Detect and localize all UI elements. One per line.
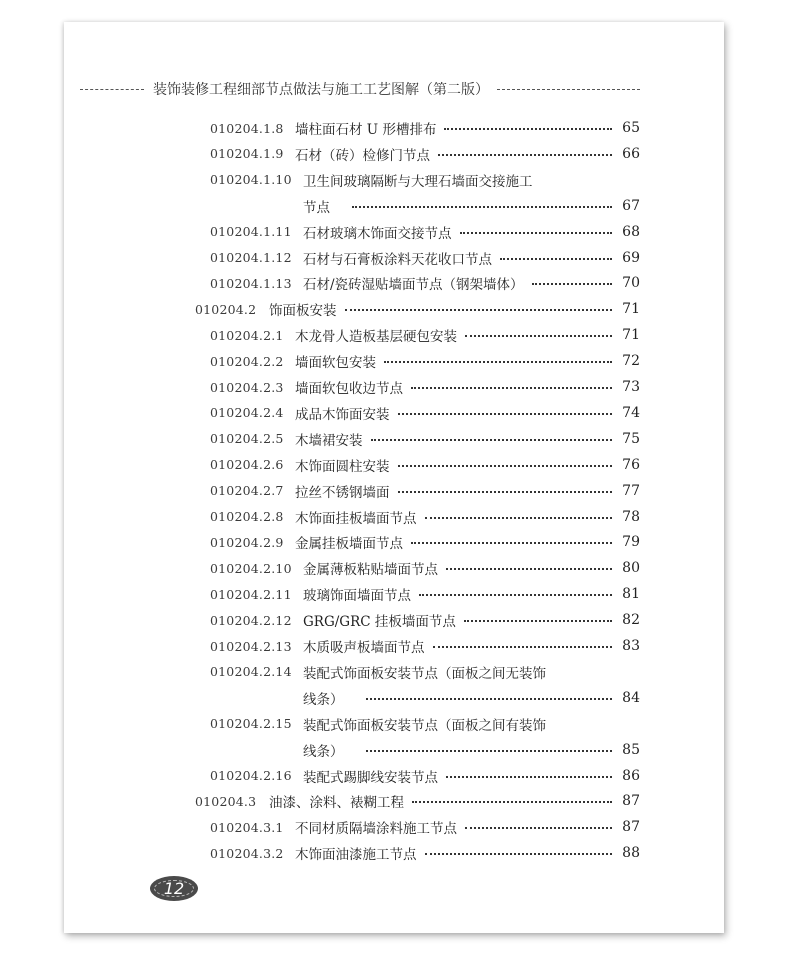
dot-leader (398, 413, 613, 415)
toc-entry[interactable] (210, 711, 640, 737)
toc-entry-page: 69 (622, 249, 640, 266)
toc-entry-title: 油漆、涂料、裱糊工程 (269, 795, 404, 812)
toc-entry-number: 010204.2.2 (210, 353, 284, 369)
toc-entry[interactable] (210, 452, 640, 478)
toc-entry-number: 010204.2.7 (210, 483, 284, 499)
toc-entry-page: 88 (622, 845, 640, 862)
toc-entry-number: 010204.3 (195, 793, 257, 809)
toc-entry-page: 79 (622, 534, 640, 551)
toc-entry-page: 80 (622, 560, 640, 577)
toc-entry-title: 饰面板安装 (269, 303, 337, 320)
toc-entry-page: 86 (622, 767, 640, 784)
dot-leader (444, 128, 612, 130)
header-dash-right (497, 89, 640, 90)
toc-entry[interactable] (210, 840, 640, 866)
dot-leader (411, 387, 612, 389)
toc-entry-page: 87 (622, 819, 640, 836)
toc-entry-title: 石材玻璃木饰面交接节点 (303, 225, 452, 242)
dot-leader (425, 853, 613, 855)
toc-entry-number: 010204.2.16 (210, 768, 292, 783)
toc-entry-number: 010204.2.12 (210, 612, 292, 628)
toc-entry-number: 010204.1.13 (210, 275, 292, 291)
toc-entry-title: 玻璃饰面墙面节点 (303, 588, 411, 605)
dot-leader (425, 517, 613, 519)
toc-entry-page: 85 (622, 741, 640, 758)
dot-leader (465, 335, 612, 337)
dot-leader (464, 620, 612, 622)
toc-entry-title: 金属挂板墙面节点 (295, 536, 403, 553)
toc-entry-title: 墙面软包安装 (295, 355, 376, 372)
toc-entry-number: 010204.3.2 (210, 845, 284, 861)
dot-leader (371, 439, 613, 441)
dot-leader (411, 542, 612, 544)
header-dash-left (80, 89, 144, 90)
toc-entry-title: 石材（砖）检修门节点 (295, 147, 430, 164)
page-number-badge (151, 877, 197, 900)
toc-entry-number: 010204.1.9 (210, 146, 284, 162)
toc-entry-page: 74 (622, 404, 640, 421)
toc-entry-title: 卫生间玻璃隔断与大理石墙面交接施工 (303, 173, 533, 190)
toc-entry-page: 83 (622, 638, 640, 654)
toc-entry-number: 010204.3.1 (210, 819, 284, 835)
toc-entry-title: 装配式踢脚线安装节点 (303, 769, 438, 786)
dot-leader (398, 491, 613, 493)
dot-leader (366, 698, 613, 700)
toc-entry-number: 010204.1.10 (210, 172, 292, 188)
toc-entry-title: 墙柱面石材 U 形槽排布 (295, 122, 437, 138)
toc-entry-page: 68 (622, 223, 640, 240)
toc-entry-title: 木墙裙安装 (295, 432, 363, 449)
dot-leader (532, 283, 612, 285)
toc-entry-title: 装配式饰面板安装节点（面板之间有装饰 (303, 717, 546, 734)
toc-entry[interactable] (210, 167, 640, 193)
toc-entry[interactable] (210, 115, 640, 141)
toc-entry-title: 金属薄板粘贴墙面节点 (303, 562, 438, 579)
dot-leader (366, 750, 613, 752)
toc-entry-page: 76 (622, 456, 640, 473)
toc-entry[interactable] (210, 426, 640, 452)
toc-entry-page: 71 (622, 301, 640, 318)
toc-entry[interactable] (210, 478, 640, 504)
toc-entry-title: 成品木饰面安装 (295, 406, 390, 423)
dot-leader (438, 154, 612, 156)
toc-entry-page: 84 (622, 689, 640, 706)
toc-entry-number: 010204.2.10 (210, 560, 292, 576)
toc-entry-page: 72 (622, 353, 640, 370)
toc-entry-page: 77 (622, 482, 640, 499)
toc-entry-title-continued: 节点 (303, 199, 330, 216)
toc-entry-number: 010204.1.12 (210, 250, 292, 265)
dot-leader (433, 646, 613, 648)
toc-entry-number: 010204.2.1 (210, 327, 284, 343)
toc-entry-page: 87 (622, 793, 640, 810)
toc-entry-page: 73 (622, 379, 640, 395)
toc-entry[interactable] (210, 607, 640, 633)
dot-leader (345, 309, 613, 311)
toc-entry[interactable] (210, 141, 640, 167)
toc-entry-title: 墙面软包收边节点 (295, 381, 403, 397)
toc-entry-title: 装配式饰面板安装节点（面板之间无装饰 (303, 665, 546, 682)
toc-entry-title: 木饰面挂板墙面节点 (295, 510, 417, 527)
toc-entry-number: 010204.2.14 (210, 664, 292, 680)
toc-entry-page: 70 (622, 275, 640, 292)
dot-leader (465, 827, 612, 829)
toc-entry-title: GRG/GRC 挂板墙面节点 (303, 614, 456, 631)
toc-entry-title: 石材与石膏板涂料天花收口节点 (303, 251, 492, 268)
toc-entry-continuation[interactable] (303, 193, 640, 219)
toc-entry-number: 010204.2.8 (210, 509, 284, 524)
toc-entry-page: 66 (622, 145, 640, 162)
toc-entry-number: 010204.2.9 (210, 534, 284, 550)
toc-entry-continuation[interactable] (303, 685, 640, 711)
dot-leader (398, 465, 613, 467)
toc-entry[interactable] (210, 581, 640, 607)
toc-entry[interactable] (210, 322, 640, 348)
dot-leader (412, 801, 612, 803)
dot-leader (419, 594, 612, 596)
toc-entry-number: 010204.2.6 (210, 457, 284, 473)
toc-entry-page: 67 (622, 197, 640, 214)
toc-entry-title-continued: 线条） (303, 691, 344, 708)
running-header (80, 79, 640, 99)
toc-entry-page: 82 (622, 612, 640, 629)
toc-entry-page: 65 (622, 120, 640, 136)
toc-entry-number: 010204.2.5 (210, 431, 284, 447)
toc-entry-number: 010204.1.11 (210, 224, 292, 240)
dot-leader (446, 568, 612, 570)
toc-entry-continuation[interactable] (303, 737, 640, 763)
toc-entry-title: 木饰面油漆施工节点 (295, 847, 417, 864)
dot-leader (384, 361, 612, 363)
toc-entry[interactable] (210, 374, 640, 400)
toc-entry[interactable] (210, 245, 640, 271)
toc-entry[interactable] (210, 348, 640, 374)
toc-entry-number: 010204.1.8 (210, 120, 284, 136)
toc-entry-number: 010204.2.15 (210, 716, 292, 732)
toc-entry[interactable] (210, 219, 640, 245)
toc-entry-number: 010204.2.3 (210, 379, 284, 395)
toc-entry-number: 010204.2.11 (210, 586, 292, 602)
toc-entry[interactable] (210, 529, 640, 555)
toc-entry-title: 石材/瓷砖湿贴墙面节点（钢架墙体） (303, 277, 524, 294)
dot-leader (500, 258, 612, 260)
toc-entry[interactable] (210, 763, 640, 789)
toc-entry[interactable] (195, 296, 640, 322)
dot-leader (446, 776, 612, 778)
toc-entry-number: 010204.2 (195, 301, 257, 317)
book-page (64, 22, 724, 933)
toc-entry-title: 木饰面圆柱安装 (295, 458, 390, 475)
toc-entry-title: 木龙骨人造板基层硬包安装 (295, 329, 457, 346)
toc-entry-number: 010204.2.13 (210, 638, 292, 654)
toc-entry-title-continued: 线条） (303, 743, 344, 760)
toc-entry[interactable] (210, 659, 640, 685)
toc-entry[interactable] (210, 504, 640, 530)
book-title: 装饰装修工程细部节点做法与施工工艺图解（第二版） (153, 82, 489, 98)
toc-entry[interactable] (210, 400, 640, 426)
toc-entry[interactable] (195, 788, 640, 814)
toc-entry-page: 81 (622, 586, 640, 603)
toc-entry[interactable] (210, 814, 640, 840)
toc-entry-title: 拉丝不锈钢墙面 (295, 484, 390, 501)
page-number: 12 (163, 879, 185, 898)
toc-entry[interactable] (210, 633, 640, 659)
toc-entry-title: 不同材质隔墙涂料施工节点 (295, 821, 457, 838)
dot-leader (460, 232, 613, 234)
toc-entry-number: 010204.2.4 (210, 405, 284, 421)
toc-entry[interactable] (210, 555, 640, 581)
dot-leader (352, 206, 612, 208)
toc-entry-page: 78 (622, 508, 640, 525)
toc-entry-page: 71 (622, 327, 640, 344)
toc-entry-page: 75 (622, 430, 640, 447)
toc-entry[interactable] (210, 270, 640, 296)
toc-entry-title: 木质吸声板墙面节点 (303, 640, 425, 656)
